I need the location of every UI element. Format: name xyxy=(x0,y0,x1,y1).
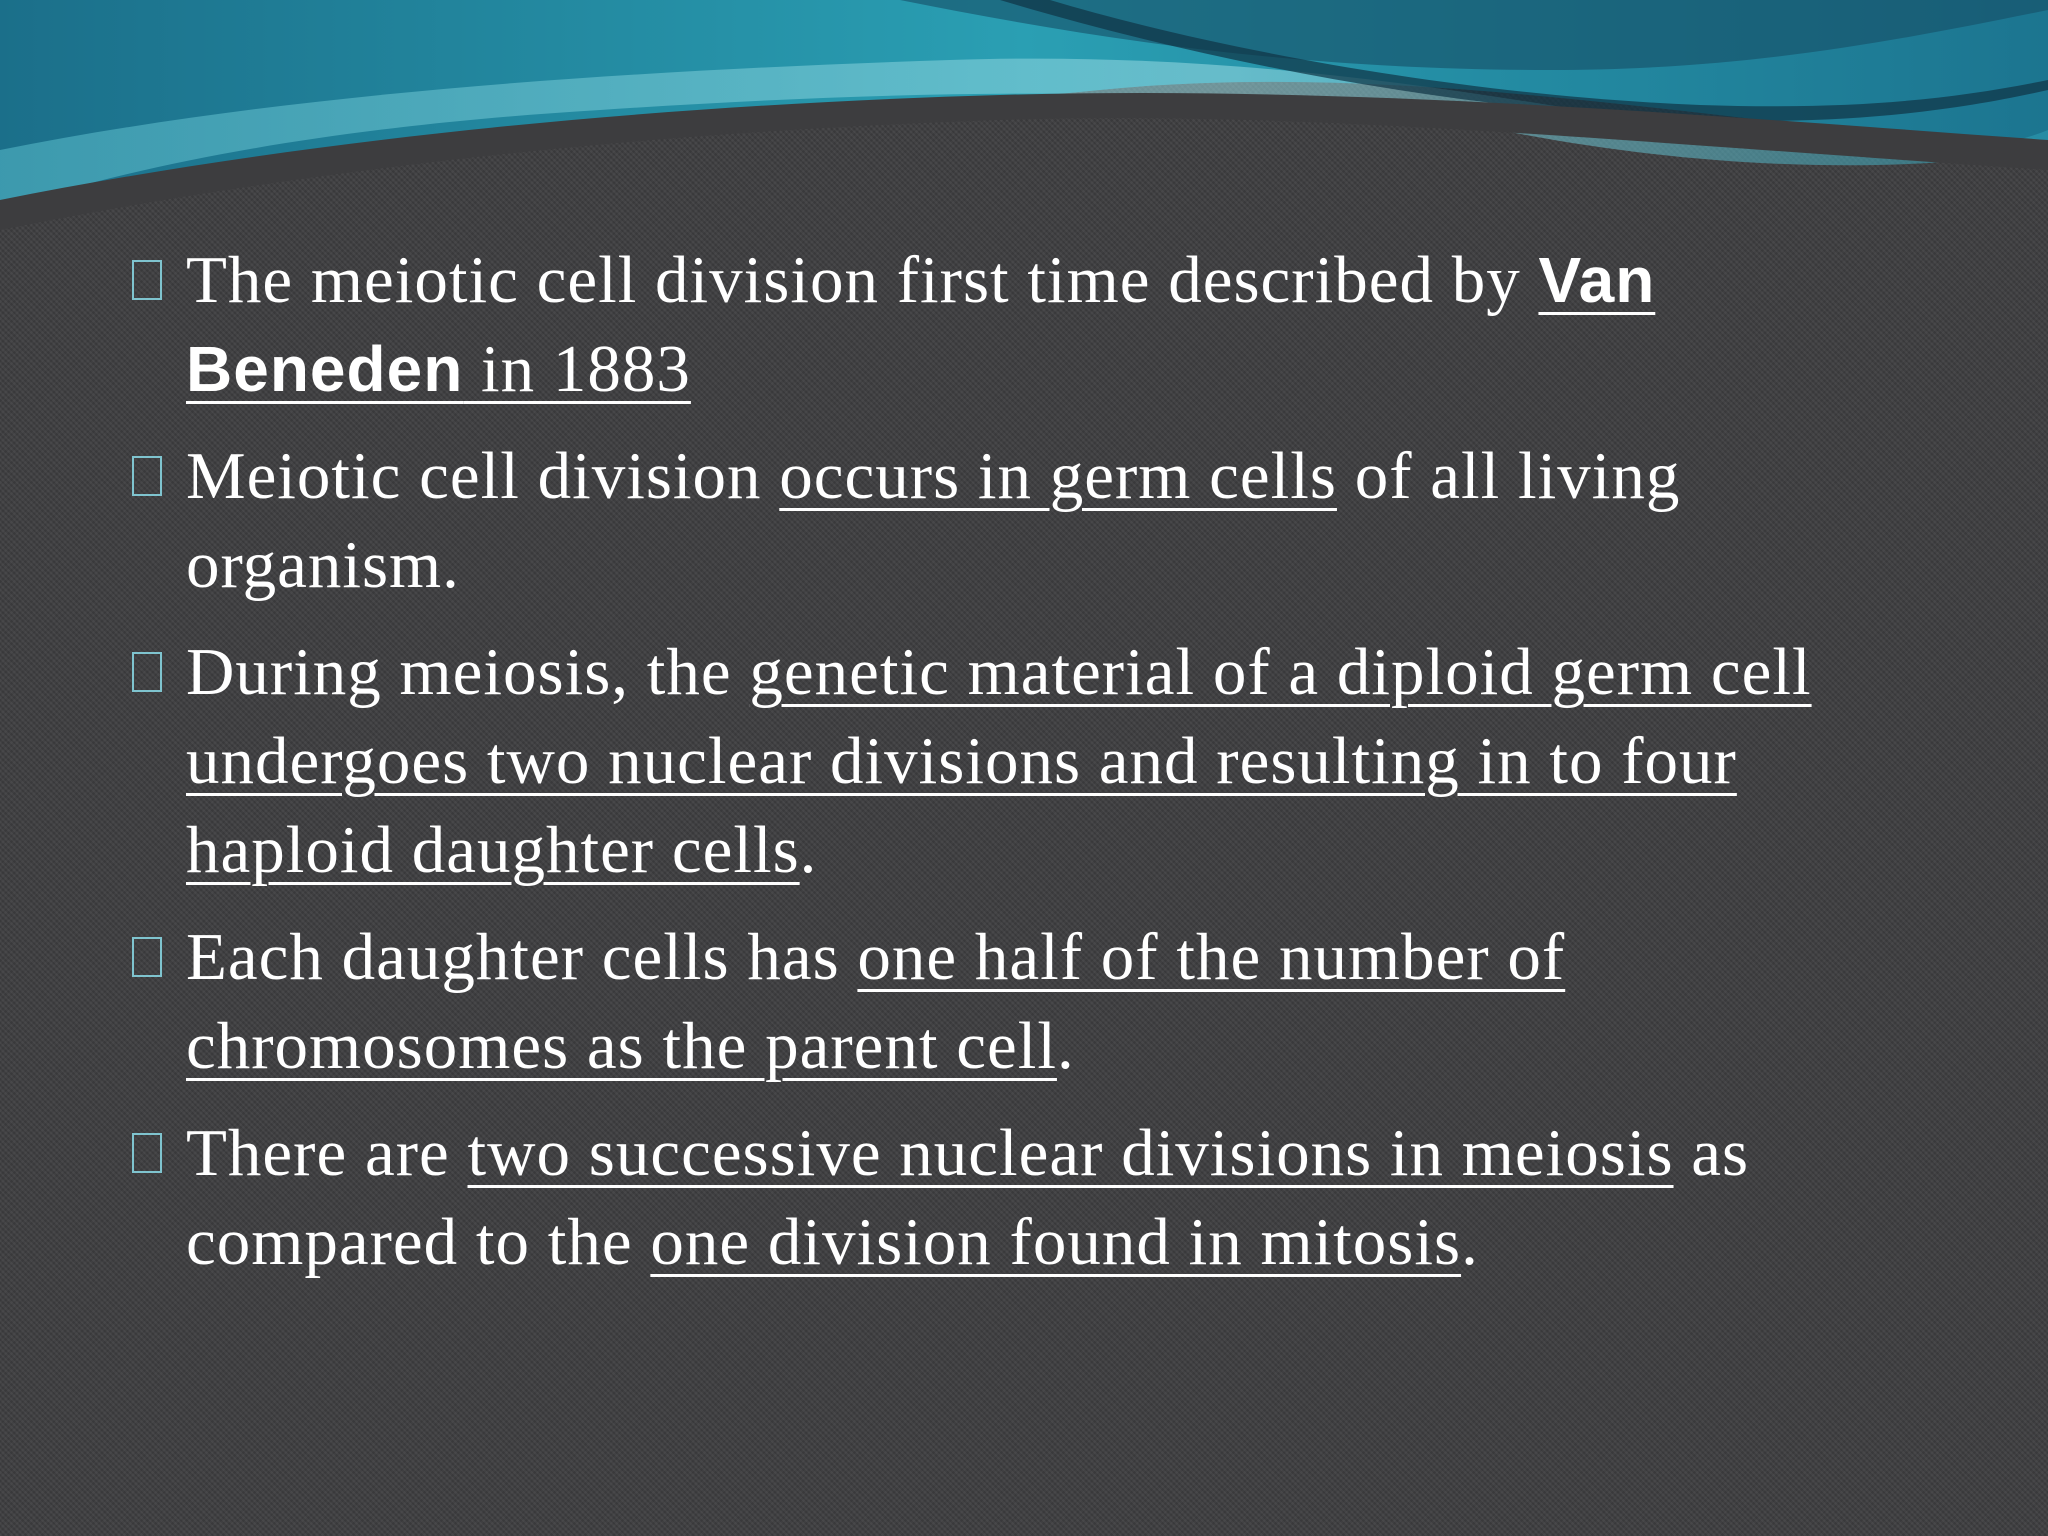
bullet-text-highlight: occurs in germ cells xyxy=(779,439,1337,513)
bullet-text-highlight: one half of the number of chromosomes as the parent cell xyxy=(186,920,1566,1083)
bullet-text: . xyxy=(1461,1205,1479,1279)
bullet-item xyxy=(128,236,1928,414)
bullet-text-highlight: genetic material of a diploid germ cell undergoes two nuclear divisions and resulting in to four haploid daughter cells xyxy=(186,635,1812,887)
bullet-text: The meiotic cell division first time described by xyxy=(186,243,1539,317)
bullet-text: . xyxy=(1056,1009,1075,1083)
bullet-item xyxy=(128,913,1928,1091)
bullet-item xyxy=(128,432,1928,610)
bullet-text-highlight: in 1883 xyxy=(463,332,691,406)
bullet-marker-icon xyxy=(132,937,162,977)
bullet-text: of all living organism. xyxy=(186,439,1681,602)
bullet-text: . xyxy=(799,813,818,887)
bullet-text: Each daughter cells has xyxy=(186,920,858,994)
header-wave-decoration xyxy=(0,0,2048,240)
bullet-text: There are xyxy=(186,1116,468,1190)
bullet-text: During meiosis, the xyxy=(186,635,750,709)
bullet-item xyxy=(128,1109,1928,1287)
slide-content xyxy=(128,236,1928,1305)
bullet-item xyxy=(128,628,1928,895)
bullet-marker-icon xyxy=(132,652,162,692)
bullet-text: Meiotic cell division xyxy=(186,439,780,513)
bullet-marker-icon xyxy=(132,260,162,300)
bullet-marker-icon xyxy=(132,1133,162,1173)
bullet-text-highlight: one division found in mitosis xyxy=(650,1205,1462,1279)
bullet-text: as compared to the xyxy=(186,1116,1750,1279)
bullet-text-highlight: Van Beneden xyxy=(186,244,1656,405)
bullet-marker-icon xyxy=(132,456,162,496)
bullet-text-highlight: two successive nuclear divisions in meiosis xyxy=(467,1116,1674,1190)
